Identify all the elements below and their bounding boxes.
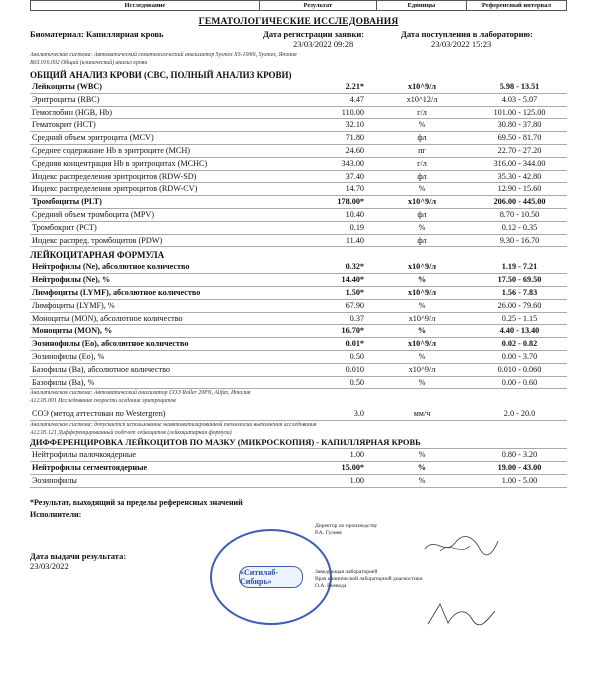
code-note-3: A12.05.121 Дифференцированный подсчет лейкоцитов (лейкоцитарная формула) (30, 430, 232, 437)
cell-unit: x10^9/л (407, 82, 436, 91)
table-row (30, 81, 567, 94)
cell-ref: 30.80 - 37.80 (497, 120, 542, 130)
table-row (30, 449, 567, 462)
table-row (30, 171, 567, 184)
cell-ref: 316.00 - 344.00 (493, 158, 546, 168)
executors-label: Исполнители: (30, 509, 82, 519)
cell-ref: 1.00 - 5.00 (501, 475, 538, 485)
cell-name: Гемоглобин (HGB, Hb) (32, 107, 112, 117)
cell-name: Эозинофилы (Eo), абсолютное количество (32, 339, 189, 349)
cell-unit: % (418, 184, 426, 194)
cell-value: 0.32* (345, 262, 364, 272)
cell-name: Индекс распред. тромбоцитов (PDW) (32, 235, 163, 245)
cell-ref: 4.40 - 13.40 (499, 326, 540, 336)
cell-ref: 12.90 - 15.60 (497, 184, 542, 194)
table-row (30, 119, 567, 132)
cell-name: Лейкоциты (WBC) (32, 82, 103, 91)
cell-value: 178.00* (337, 197, 364, 207)
cell-value: 1.00 (349, 475, 364, 485)
cell-unit: % (418, 351, 426, 361)
lab-stamp-icon: «Ситилаб-Сибирь» (210, 529, 332, 625)
cell-name: Лимфоциты (LYMF), % (32, 300, 115, 310)
head-signature-icon (420, 599, 500, 629)
code-note-2: A12.05.001 Исследование скорости оседания эритроцитов (30, 398, 176, 405)
cell-ref: 1.19 - 7.21 (501, 262, 538, 272)
cell-name: Средняя концентрация Hb в эритроцитах (MCHC) (32, 158, 208, 168)
cell-name: Среднее содержание Hb в эритроците (MCH) (32, 145, 191, 155)
cell-name: Нейтрофилы палочкоядерные (32, 450, 136, 460)
cell-value: 0.01* (345, 339, 364, 349)
table-row (30, 261, 567, 274)
table-row (30, 325, 567, 338)
cell-name: Эозинофилы (Eo), % (32, 351, 105, 361)
cell-unit: г/л (417, 158, 427, 168)
cell-name: Тромбокрит (PCT) (32, 222, 97, 232)
table-row (30, 209, 567, 222)
cell-unit: пг (418, 145, 426, 155)
cell-name: Базофилы (Ba), абсолютное количество (32, 364, 171, 374)
cell-value: 10.40 (345, 209, 364, 219)
table-row (30, 274, 567, 287)
lab-report (30, 0, 567, 639)
cell-unit: x10^9/л (407, 262, 436, 272)
cell-value: 110.00 (341, 107, 364, 117)
header-ref: Референсный интервал (481, 2, 552, 9)
table-row (30, 222, 567, 235)
cell-ref: 17.50 - 69.50 (497, 275, 542, 285)
cell-value: 67.90 (345, 300, 364, 310)
section-formula: ЛЕЙКОЦИТАРНАЯ ФОРМУЛА (30, 250, 165, 261)
cbc-table (30, 81, 567, 247)
table-row (30, 364, 567, 377)
cell-unit: фл (417, 235, 427, 245)
section-smear: ДИФФЕРЕНЦИРОВКА ЛЕЙКОЦИТОВ ПО МАЗКУ (МИКРОСКОПИЯ) - КАПИЛЛЯРНАЯ КРОВЬ (30, 437, 567, 449)
cell-value: 71.80 (345, 133, 364, 143)
cell-ref: 206.00 - 445.00 (493, 197, 546, 207)
cell-name: Нейтрофилы (Ne), абсолютное количество (32, 262, 190, 272)
cell-name: Моноциты (MON), % (32, 326, 113, 336)
cell-unit: x10^9/л (408, 364, 436, 374)
table-row (30, 351, 567, 364)
cell-unit: x10^9/л (407, 197, 436, 207)
cell-ref: 4.03 - 5.07 (501, 94, 538, 104)
table-row (30, 158, 567, 171)
code-note-1: B03.016.002 Общий (клинический) анализ крови (30, 60, 148, 66)
cell-ref: 0.80 - 3.20 (501, 450, 538, 460)
cell-unit: г/л (417, 107, 427, 117)
cell-name: Индекс распределения эритроцитов (RDW-CV) (32, 184, 198, 194)
cell-name: Тромбоциты (PLT) (32, 197, 102, 207)
cell-name: Средний объем тромбоцита (MPV) (32, 209, 155, 219)
cell-unit: % (418, 222, 426, 232)
cell-name: Базофилы (Ba), % (32, 377, 95, 387)
cell-unit: % (418, 475, 426, 485)
cell-name: Средний объем эритроцита (MCV) (32, 133, 154, 143)
cell-value: 14.70 (345, 184, 364, 194)
cell-value: 0.50 (349, 351, 364, 361)
cell-name: Нейтрофилы (Ne), % (32, 275, 111, 285)
cell-name: Гематокрит (HCT) (32, 120, 96, 130)
cell-ref: 0.010 - 0.060 (497, 364, 542, 374)
cell-name: Моноциты (MON), абсолютное количество (32, 313, 183, 323)
issue-date-block: Дата выдачи результата: 23/03/2022 (30, 550, 127, 571)
smear-table (30, 449, 567, 487)
formula-table (30, 261, 567, 389)
cell-ref: 26.00 - 79.60 (497, 300, 542, 310)
table-row (30, 300, 567, 313)
cell-unit: фл (417, 209, 427, 219)
cell-name: Эозинофилы (32, 475, 77, 485)
cell-unit: % (417, 462, 427, 472)
table-row (30, 235, 567, 248)
header-result: Результат (260, 1, 377, 10)
lab-arrival-date: Дата поступления в лабораторию: 23/03/2022 15:23 (401, 29, 533, 49)
head-block: Заведующая лабораторией Врач клинической лабораторной диагностики О.А. Воевода (315, 568, 423, 589)
cell-unit: % (417, 275, 427, 285)
table-row (30, 338, 567, 351)
cell-ref: 9.30 - 16.70 (499, 235, 540, 245)
table-row (30, 196, 567, 209)
analyzer-note-3: Аналитическая система: допускается использование неавтоматизированной технологии выполнения исследования (30, 422, 317, 429)
cell-name: Индекс распределения эритроцитов (RDW-SD) (32, 171, 197, 181)
cell-value: 0.19 (349, 222, 364, 232)
cell-unit: % (418, 377, 426, 387)
flag-note: *Результат, выходящий за пределы референсных значений (30, 497, 243, 507)
cell-value: 4.47 (349, 94, 364, 104)
cell-ref: 0.02 - 0.82 (501, 339, 538, 349)
cell-unit: x10^9/л (408, 313, 436, 323)
director-block: Директор по производству Р.А. Гулиев (315, 522, 378, 536)
cell-name: Нейтрофилы сегментоядерные (32, 462, 148, 472)
cell-ref: 69.50 - 81.70 (497, 133, 542, 143)
cell-value: 0.50 (349, 377, 364, 387)
cell-value: 343.00 (341, 158, 364, 168)
table-row (30, 145, 567, 158)
table-row (30, 475, 567, 488)
header-test: Исследование (31, 1, 260, 10)
cell-unit: % (417, 326, 427, 336)
esr-row: СОЭ (метод аттестован по Westergren) 3.0 мм/ч 2.0 - 20.0 (30, 408, 567, 421)
cell-ref: 0.00 - 0.60 (501, 377, 538, 387)
cell-unit: % (418, 120, 426, 130)
registration-date: Дата регистрации заявки: 23/03/2022 09:28 (263, 29, 365, 49)
table-row (30, 462, 567, 475)
cell-unit: x10^12/л (406, 94, 438, 104)
director-signature-icon (420, 531, 500, 561)
cell-unit: % (418, 300, 426, 310)
cell-value: 0.37 (349, 313, 364, 323)
cell-value: 14.40* (341, 275, 364, 285)
table-row (30, 132, 567, 145)
cell-ref: 5.98 - 13.51 (499, 82, 540, 91)
cell-name: Лимфоциты (LYMF), абсолютное количество (32, 287, 201, 297)
cell-value: 15.00* (341, 462, 364, 472)
table-row (30, 183, 567, 196)
cell-value: 2.21* (345, 82, 364, 91)
analyzer-note-1: Аналитическая система: Автоматический гематологический анализатор Sysmex XS-1000i, Sysmex, Япония (30, 52, 297, 58)
header-units: Единицы (377, 1, 467, 10)
cell-value: 37.40 (345, 171, 364, 181)
table-row (30, 107, 567, 120)
biomaterial: Биоматериал: Капиллярная кровь (30, 29, 164, 39)
cell-value: 11.40 (345, 235, 364, 245)
cell-ref: 0.12 - 0.35 (501, 222, 538, 232)
report-title: ГЕМАТОЛОГИЧЕСКИЕ ИССЛЕДОВАНИЯ (198, 17, 399, 27)
analyzer-note-2: Аналитическая система: Автоматический анализатор СОЭ Roller 20PN, Alifax, Италия (30, 390, 251, 397)
cell-ref: 8.70 - 10.50 (499, 209, 540, 219)
cell-name: Эритроциты (RBC) (32, 94, 100, 104)
cell-ref: 35.30 - 42.80 (497, 171, 542, 181)
table-row (30, 94, 567, 107)
section-cbc: ОБЩИЙ АНАЛИЗ КРОВИ (CBC, ПОЛНЫЙ АНАЛИЗ КРОВИ) (30, 70, 292, 80)
cell-unit: % (418, 450, 426, 460)
cell-unit: x10^9/л (407, 339, 436, 349)
cell-value: 1.50* (345, 287, 364, 297)
cell-ref: 0.00 - 3.70 (501, 351, 538, 361)
cell-ref: 19.00 - 43.00 (497, 462, 542, 472)
table-row (30, 377, 567, 390)
cell-value: 16.70* (341, 326, 364, 336)
cell-ref: 1.56 - 7.83 (501, 287, 538, 297)
cell-unit: фл (417, 133, 427, 143)
cell-value: 1.00 (349, 450, 364, 460)
table-row (30, 287, 567, 300)
table-header (30, 0, 567, 11)
signature-area (30, 519, 567, 639)
meta-block (30, 27, 567, 51)
cell-ref: 0.25 - 1.15 (501, 313, 538, 323)
cell-unit: фл (417, 171, 427, 181)
cell-value: 24.60 (345, 145, 364, 155)
cell-ref: 101.00 - 125.00 (493, 107, 546, 117)
table-row (30, 313, 567, 326)
cell-ref: 22.70 - 27.20 (497, 145, 542, 155)
cell-unit: x10^9/л (407, 287, 436, 297)
cell-value: 32.10 (345, 120, 364, 130)
cell-value: 0.010 (345, 364, 364, 374)
